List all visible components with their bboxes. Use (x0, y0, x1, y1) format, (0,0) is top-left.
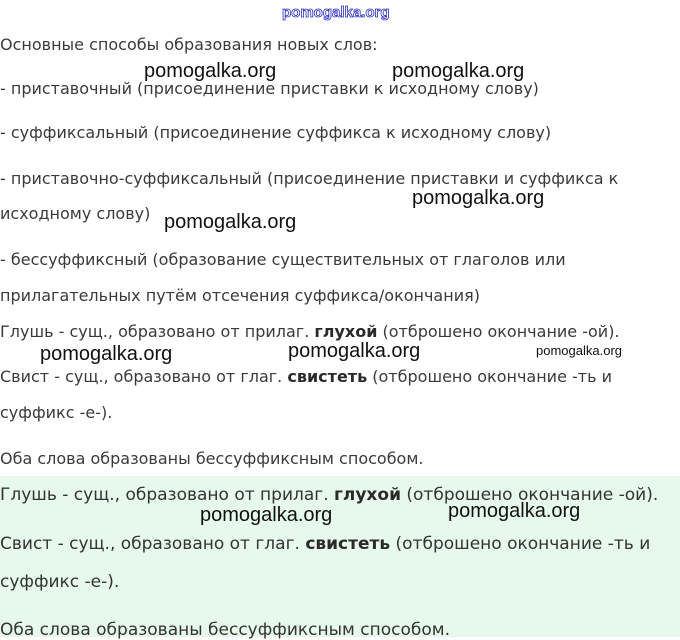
analysis-conclusion: Оба слова образованы бессуффиксным способом. (0, 449, 424, 468)
watermark: pomogalka.org (144, 60, 277, 82)
list-item-zero-suffix: - бессуффиксный (образование существительных от глаголов или (0, 250, 566, 269)
watermark: pomogalka.org (200, 504, 333, 526)
watermark: pomogalka.org (412, 187, 545, 209)
watermark: pomogalka.org (288, 340, 421, 362)
analysis-word2: Свист - сущ., образовано от глаг. свистеть (отброшено окончание -ть и (0, 367, 613, 386)
answer-word2-cont: суффикс -е-). (0, 572, 120, 592)
answer-word2: Свист - сущ., образовано от глаг. свистеть (отброшено окончание -ть и (0, 534, 651, 554)
watermark: pomogalka.org (40, 343, 173, 365)
watermark: pomogalka.org (448, 500, 581, 522)
analysis-word1: Глушь - сущ., образовано от прилаг. глухой (отброшено окончание -ой). (0, 322, 620, 341)
watermark: pomogalka.org (536, 343, 622, 358)
watermark-top: pomogalka.org (282, 4, 390, 21)
list-item-suffix: - суффиксальный (присоединение суффикса к исходному слову) (0, 123, 552, 142)
intro-heading: Основные способы образования новых слов: (0, 35, 378, 54)
watermark: pomogalka.org (392, 60, 525, 82)
analysis-word2-cont: суффикс -е-). (0, 403, 113, 422)
list-item-prefix-suffix-cont: исходному слову) (0, 204, 151, 223)
list-item-zero-suffix-cont: прилагательных путём отсечения суффикса/окончания) (0, 286, 480, 305)
watermark: pomogalka.org (164, 211, 297, 233)
list-item-prefix: - приставочный (присоединение приставки к исходному слову) (0, 79, 539, 98)
list-item-prefix-suffix: - приставочно-суффиксальный (присоединение приставки и суффикса к (0, 169, 619, 188)
answer-conclusion: Оба слова образованы бессуффиксным способом. (0, 620, 450, 640)
answer-word1: Глушь - сущ., образовано от прилаг. глухой (отброшено окончание -ой). (0, 485, 659, 505)
